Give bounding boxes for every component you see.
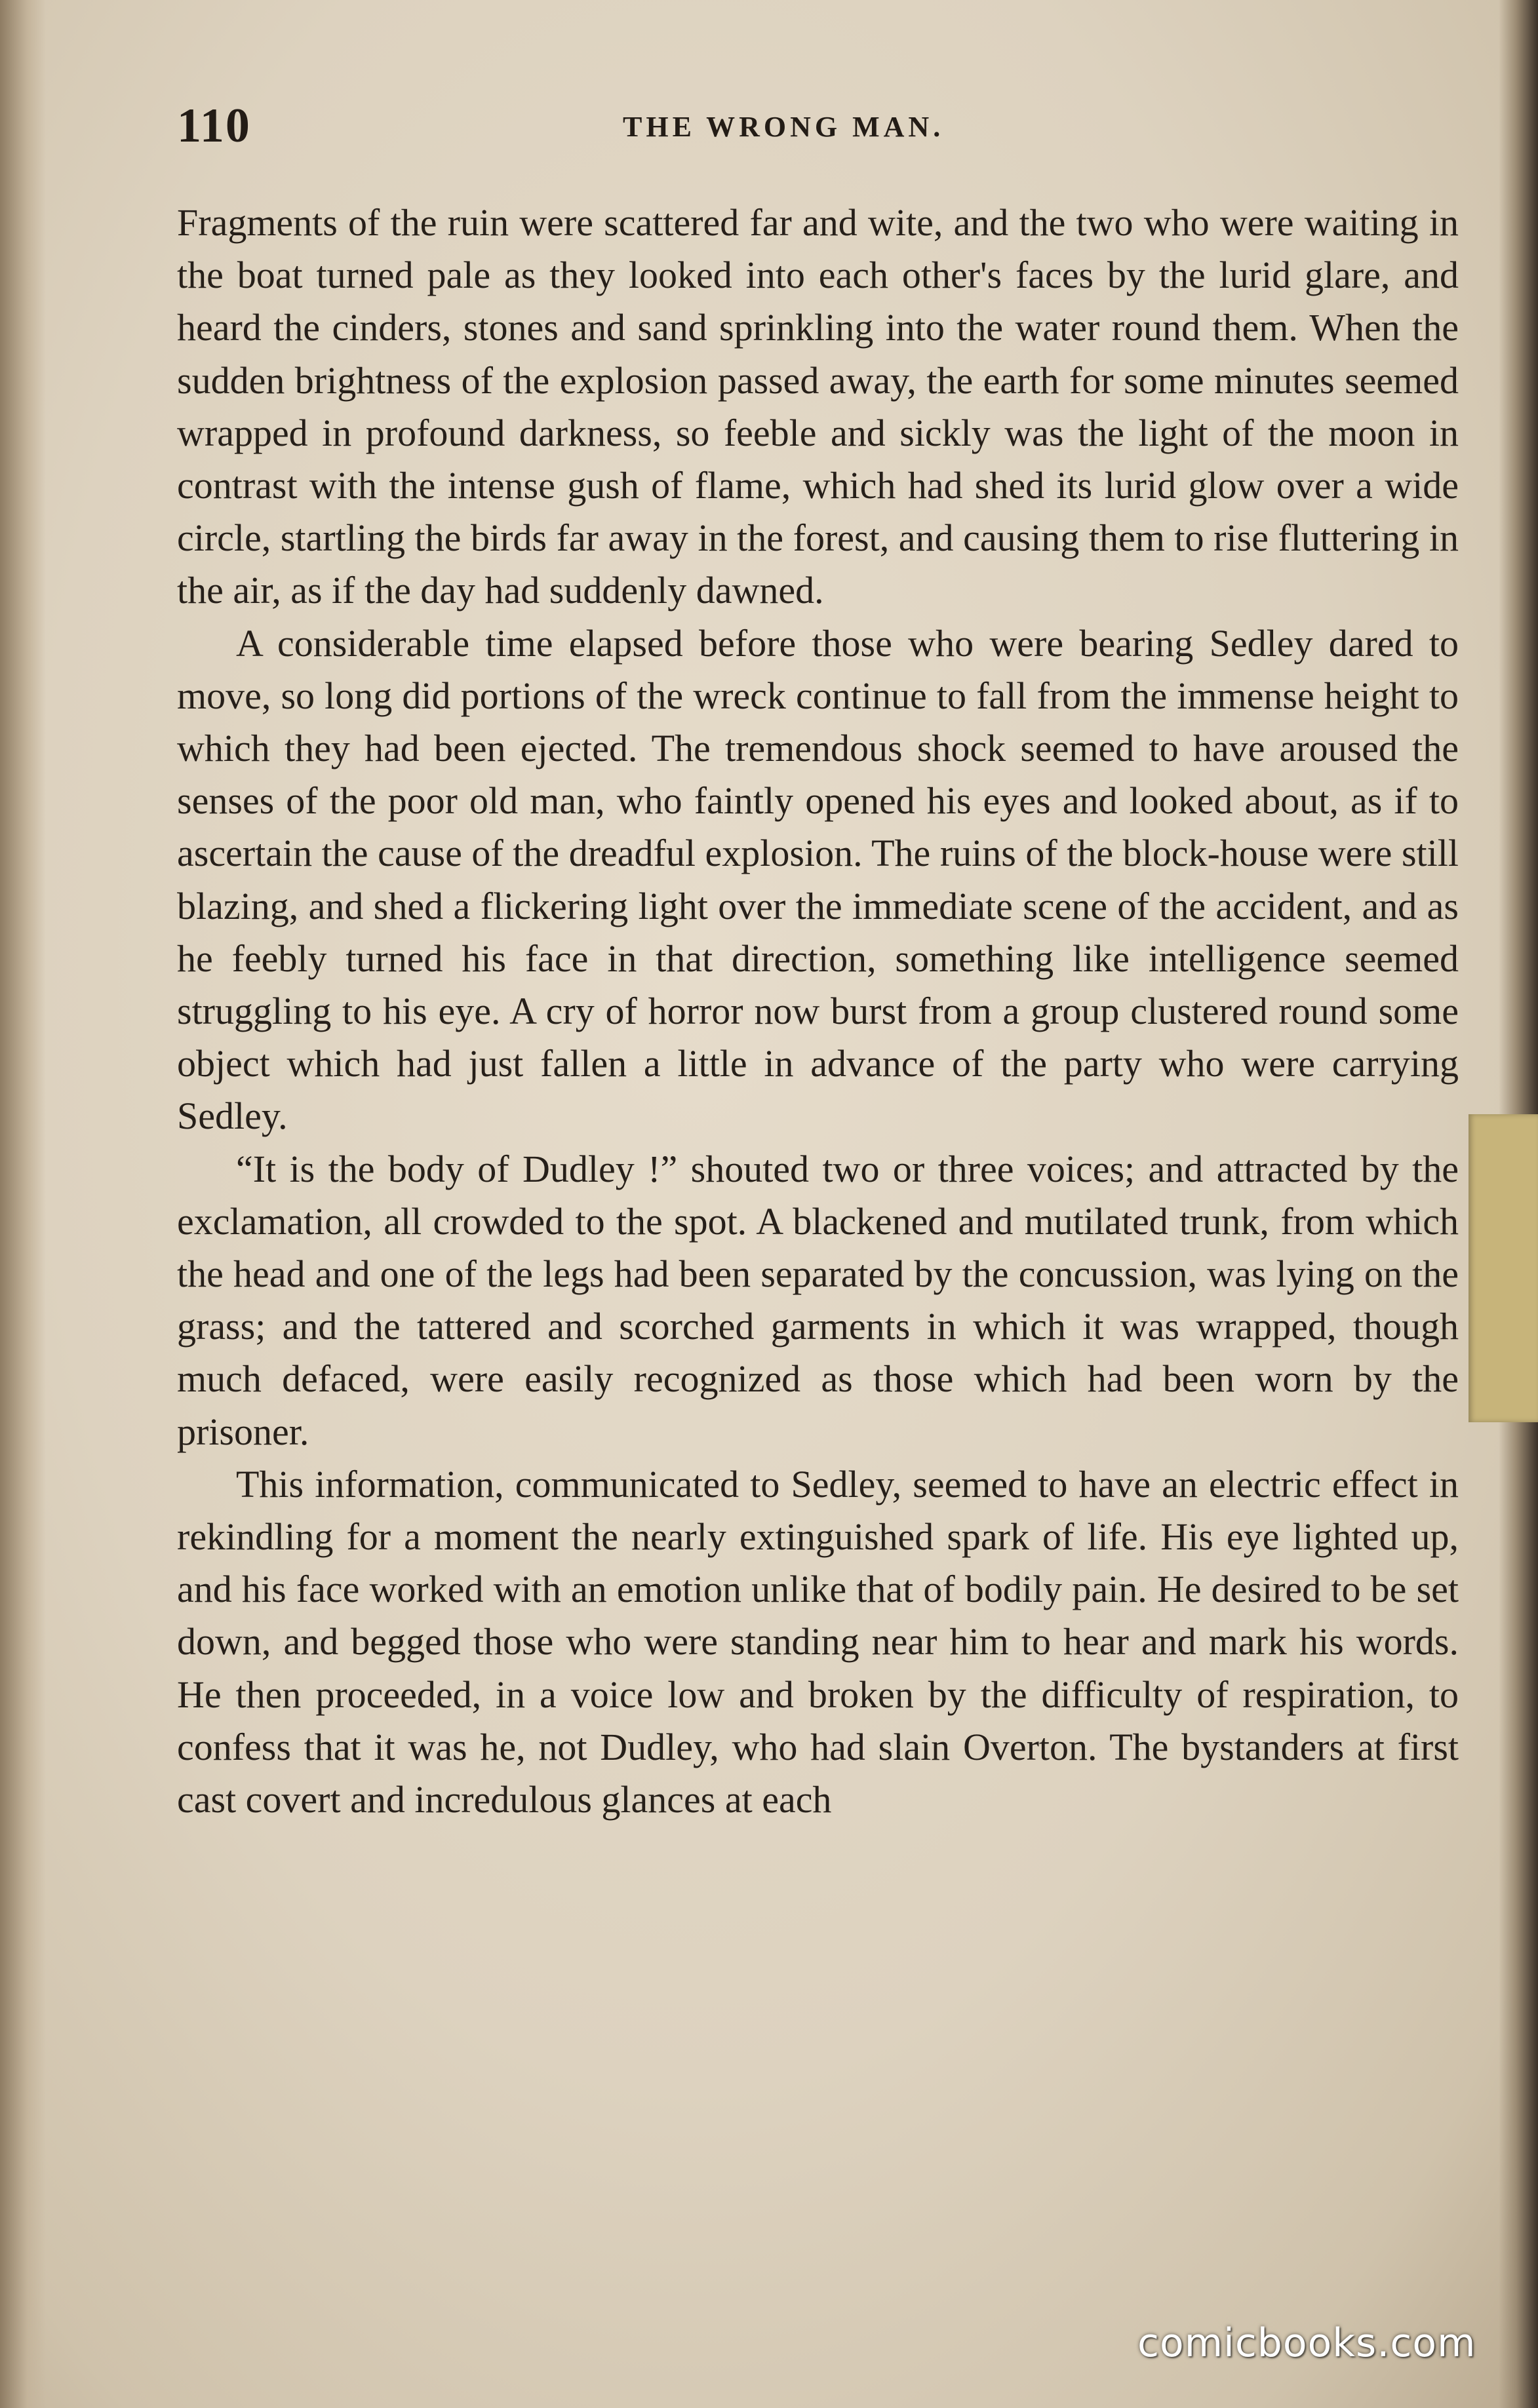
page-header xyxy=(177,98,1462,177)
paragraph: “It is the body of Dudley !” shouted two or three voices; and attracted by the exclamation, all crowded to the spot. A blackened and mutilated trunk, from which the head and one of the legs had been separated by the concussion, was lying on the grass; and the tattered and scorched garments in which it was wrapped, though much defaced, were easily recognized as those which had been worn by the prisoner. xyxy=(177,1147,1459,1453)
page-left-edge xyxy=(0,0,46,2408)
body-text xyxy=(177,197,1459,1826)
running-title: THE WRONG MAN. xyxy=(623,111,945,143)
paper-tab-marker xyxy=(1469,1114,1538,1422)
paragraph: Fragments of the ruin were scattered far and wite, and the two who were waiting in the boat turned pale as they looked into each other's faces by the lurid glare, and heard the cinders, stones and sand sprinkling into the water round them. When the sudden brightness of the explosion passed away, the earth for some minutes seemed wrapped in profound darkness, so feeble and sickly was the light of the moon in contrast with the intense gush of flame, which had shed its lurid glow over a wide circle, startling the birds far away in the forest, and causing them to rise fluttering in the air, as if the day had suddenly dawned. xyxy=(177,201,1459,612)
page-number: 110 xyxy=(177,99,251,153)
paragraph: A considerable time elapsed before those who were bearing Sedley dared to move, so long did portions of the wreck continue to fall from the immense height to which they had been ejected. The tremendous shock seemed to have aroused the senses of the poor old man, who faintly opened his eyes and looked about, as if to ascertain the cause of the dreadful explosion. The ruins of the block-house were still blazing, and shed a flickering light over the immediate scene of the accident, and as he feebly turned his face in that direction, something like intelligence seemed struggling to his eye. A cry of horror now burst from a group clustered round some object which had just fallen a little in advance of the party who were carrying Sedley. xyxy=(177,621,1459,1138)
watermark: comicbooks.com xyxy=(1137,2320,1476,2366)
paragraph: This information, communicated to Sedley, seemed to have an electric effect in rekindling for a moment the nearly extinguished spark of life. His eye lighted up, and his face worked with an emotion unlike that of bodily pain. He desired to be set down, and begged those who were standing near him to hear and mark his words. He then proceeded, in a voice low and broken by the difficulty of respiration, to confess that it was he, not Dudley, who had slain Overton. The bystanders at first cast covert and incredulous glances at each xyxy=(177,1462,1459,1821)
